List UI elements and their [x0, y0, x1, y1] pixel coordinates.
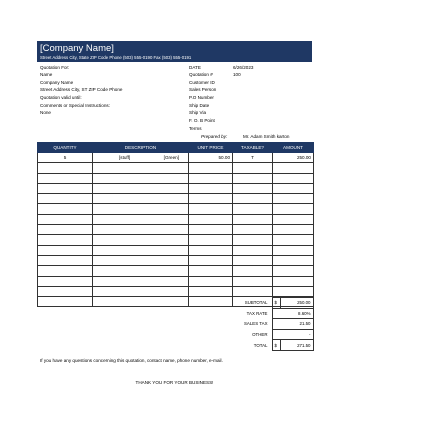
subtotal-row — [180, 298, 313, 309]
empty-cell[interactable] — [38, 163, 93, 173]
empty-cell[interactable] — [233, 183, 273, 193]
company-name: [Company Name] — [40, 43, 114, 54]
empty-cell[interactable] — [189, 255, 233, 265]
empty-cell[interactable] — [38, 245, 93, 255]
cell-description[interactable] — [93, 153, 189, 163]
date-value: 6/26/2023 — [233, 65, 254, 70]
empty-cell[interactable] — [93, 235, 189, 245]
thank-you-message: THANK YOU FOR YOUR BUSINESS! — [135, 380, 214, 385]
table-row — [38, 153, 314, 163]
empty-cell[interactable] — [233, 276, 273, 286]
empty-cell[interactable] — [93, 214, 189, 224]
sales-person-label: Sales Person — [189, 87, 217, 92]
empty-cell[interactable] — [273, 163, 314, 173]
empty-cell[interactable] — [189, 173, 233, 183]
prepared-by-value: Mr. Adam Smith karton — [243, 134, 290, 139]
empty-cell[interactable] — [189, 266, 233, 276]
cell-description-item: [stuff] — [119, 155, 131, 161]
po-number-label: P.O Number — [189, 95, 214, 100]
comments-value: None — [40, 110, 51, 115]
subtotal-label: SUBTOTAL — [244, 300, 268, 306]
comments-label: Comments or Special Instructions: — [40, 103, 110, 108]
empty-cell[interactable] — [189, 194, 233, 204]
cell-quantity[interactable]: 5 — [38, 153, 93, 163]
empty-cell[interactable] — [233, 225, 273, 235]
cell-taxable[interactable]: T — [233, 153, 273, 163]
empty-cell[interactable] — [233, 163, 273, 173]
table-row — [38, 194, 314, 204]
valid-until-label: Quotation valid until: — [40, 95, 82, 100]
tax-rate-row — [180, 308, 313, 319]
table-row — [38, 214, 314, 224]
empty-cell[interactable] — [189, 204, 233, 214]
table-row — [38, 235, 314, 245]
empty-cell[interactable] — [93, 286, 189, 296]
table-row — [38, 276, 314, 286]
cell-description-detail: [Green] — [163, 155, 179, 161]
empty-cell[interactable] — [233, 194, 273, 204]
sales-tax-label: SALES TAX — [243, 321, 268, 327]
sales-tax-value: 21.50 — [272, 319, 313, 330]
empty-cell[interactable] — [189, 286, 233, 296]
empty-cell[interactable] — [189, 276, 233, 286]
quotation-number-value: 100 — [233, 72, 241, 77]
tax-rate-label: TAX RATE — [246, 310, 268, 316]
empty-cell[interactable] — [233, 245, 273, 255]
empty-cell[interactable] — [273, 245, 314, 255]
totals-table — [180, 297, 314, 351]
total-label: TOTAL — [253, 342, 268, 348]
ship-date-label: Ship Date — [189, 103, 210, 108]
fob-label: F. O. B Point — [189, 118, 215, 123]
empty-cell[interactable] — [273, 173, 314, 183]
total-value: 271.50 — [280, 340, 313, 351]
empty-cell[interactable] — [189, 183, 233, 193]
empty-cell[interactable] — [38, 225, 93, 235]
empty-cell[interactable] — [38, 183, 93, 193]
empty-cell[interactable] — [273, 255, 314, 265]
total-currency: $ — [272, 340, 280, 351]
empty-cell[interactable] — [93, 225, 189, 235]
quotation-number-label: Quotation # — [189, 72, 213, 77]
table-row — [38, 173, 314, 183]
empty-cell[interactable] — [93, 255, 189, 265]
cell-unit-price[interactable]: 50.00 — [189, 153, 233, 163]
empty-cell[interactable] — [273, 194, 314, 204]
sales-tax-row — [180, 319, 313, 330]
col-header-quantity: QUANTITY — [38, 143, 93, 153]
ship-via-label: Ship Via — [189, 110, 207, 115]
quotation-for-label: Quotation For: — [40, 65, 70, 70]
table-row — [38, 255, 314, 265]
empty-cell[interactable] — [38, 276, 93, 286]
cell-amount[interactable]: 250.00 — [273, 153, 314, 163]
date-label: DATE — [189, 65, 201, 70]
items-table-header-row — [38, 143, 314, 153]
empty-cell[interactable] — [38, 297, 93, 307]
empty-cell[interactable] — [93, 204, 189, 214]
tax-rate-value[interactable]: 8.60% — [272, 308, 313, 319]
table-row — [38, 183, 314, 193]
questions-note: If you have any questions concerning this quotation, contact name, phone number, e-mail. — [40, 358, 223, 363]
empty-cell[interactable] — [273, 235, 314, 245]
empty-cell[interactable] — [38, 266, 93, 276]
empty-cell[interactable] — [38, 235, 93, 245]
empty-cell[interactable] — [93, 173, 189, 183]
table-row — [38, 266, 314, 276]
empty-cell[interactable] — [38, 255, 93, 265]
empty-cell[interactable] — [93, 266, 189, 276]
empty-cell[interactable] — [273, 276, 314, 286]
empty-cell[interactable] — [93, 194, 189, 204]
customer-company: Company Name — [40, 80, 74, 85]
empty-cell[interactable] — [273, 286, 314, 296]
customer-id-label: Customer ID — [189, 80, 215, 85]
table-row — [38, 286, 314, 296]
items-table — [37, 142, 314, 307]
total-row — [180, 340, 313, 351]
other-row — [180, 329, 313, 340]
empty-cell[interactable] — [273, 214, 314, 224]
empty-cell[interactable] — [233, 235, 273, 245]
subtotal-currency: $ — [272, 298, 280, 309]
col-header-amount: AMOUNT — [273, 143, 314, 153]
empty-cell[interactable] — [233, 286, 273, 296]
empty-cell[interactable] — [38, 194, 93, 204]
empty-cell[interactable] — [189, 225, 233, 235]
terms-label: Terms — [189, 126, 202, 131]
empty-cell[interactable] — [273, 183, 314, 193]
empty-cell[interactable] — [38, 286, 93, 296]
customer-address: Street Address City, ST ZIP Code Phone — [40, 87, 123, 92]
empty-cell[interactable] — [93, 245, 189, 255]
table-row — [38, 204, 314, 214]
empty-cell[interactable] — [233, 255, 273, 265]
customer-name: Name — [40, 72, 53, 77]
prepared-by-label: Prepared by: — [201, 134, 228, 139]
col-header-taxable: TAXABLE? — [233, 143, 273, 153]
empty-cell[interactable] — [189, 235, 233, 245]
table-row — [38, 163, 314, 173]
company-address: Street Address City, State ZIP Code Phone (503) 555-0190 Fax (503) 555-0191 — [40, 55, 192, 60]
other-label: OTHER — [252, 332, 268, 338]
empty-cell[interactable] — [273, 204, 314, 214]
other-value[interactable]: - — [272, 329, 313, 340]
empty-cell[interactable] — [38, 204, 93, 214]
empty-cell[interactable] — [233, 204, 273, 214]
empty-cell[interactable] — [233, 214, 273, 224]
empty-cell[interactable] — [93, 297, 189, 307]
empty-cell[interactable] — [38, 214, 93, 224]
empty-cell[interactable] — [189, 163, 233, 173]
empty-cell[interactable] — [273, 225, 314, 235]
table-row — [38, 245, 314, 255]
empty-cell[interactable] — [93, 163, 189, 173]
col-header-unit-price: UNIT PRICE — [189, 143, 233, 153]
empty-cell[interactable] — [233, 266, 273, 276]
empty-cell[interactable] — [233, 173, 273, 183]
empty-cell[interactable] — [93, 276, 189, 286]
empty-cell[interactable] — [189, 214, 233, 224]
table-row — [38, 225, 314, 235]
empty-cell[interactable] — [38, 173, 93, 183]
col-header-description: DESCRIPTION — [93, 143, 189, 153]
empty-cell[interactable] — [273, 266, 314, 276]
subtotal-value: 250.00 — [280, 298, 313, 309]
empty-cell[interactable] — [93, 183, 189, 193]
empty-cell[interactable] — [189, 245, 233, 255]
